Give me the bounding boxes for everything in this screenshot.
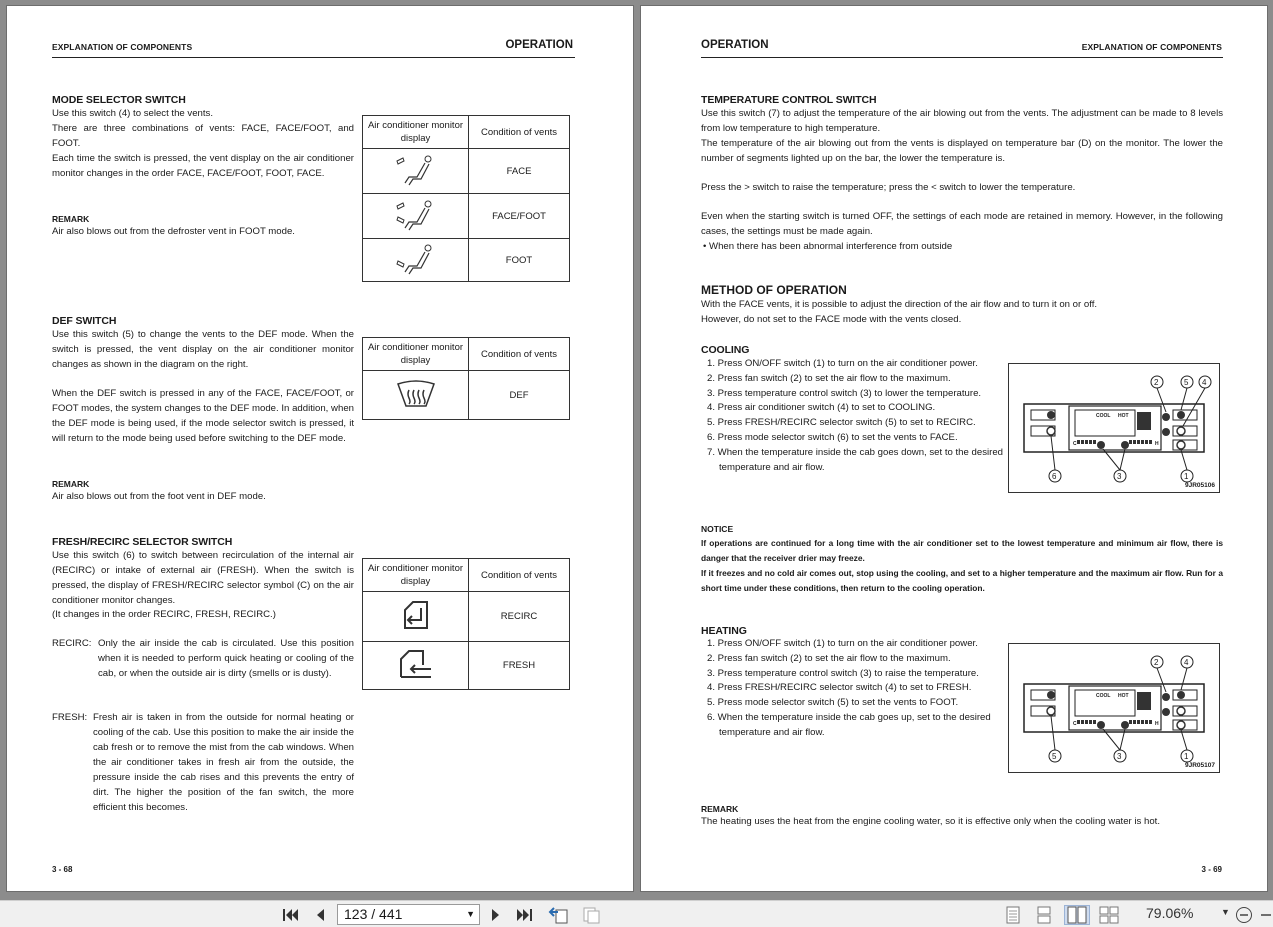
panel-h-label: H <box>1155 441 1159 447</box>
zoom-out-icon[interactable] <box>1234 905 1254 925</box>
callout-number: 3 <box>1117 472 1122 481</box>
single-page-icon[interactable] <box>1003 905 1023 925</box>
vent-label-face: FACE <box>469 149 570 194</box>
panel-c-label: C <box>1073 721 1077 727</box>
temperature-p1: Use this switch (7) to adjust the temperature of the air blowing out from the vents. The adjustment can be made to 8 levels from low temperature to high temperature. <box>701 108 1223 134</box>
heating-panel-diagram <box>1008 643 1220 773</box>
recirc-term: RECIRC: <box>52 638 92 649</box>
zoom-level[interactable]: 79.06% <box>1146 905 1194 921</box>
cooling-step: 2. Press fan switch (2) to set the air flow to the maximum. <box>707 372 951 384</box>
table-cell-icon <box>363 239 469 282</box>
recirc-definition: Only the air inside the cab is circulated. Use this position when it is needed to perform quick heating or cooling of the cab, or when the outside air is dirty (smells or is dusty). <box>98 638 354 679</box>
table-cell-icon <box>363 194 469 239</box>
ac-panel-illustration <box>1009 644 1221 774</box>
table-head-condition: Condition of vents <box>469 559 570 592</box>
method-title: METHOD OF OPERATION <box>701 283 847 297</box>
zoom-in-icon[interactable] <box>1258 905 1272 925</box>
ac-panel-illustration <box>1009 364 1221 494</box>
vent-label-face-foot: FACE/FOOT <box>469 194 570 239</box>
def-remark-text: Air also blows out from the foot vent in DEF mode. <box>52 491 266 502</box>
recirc-icon <box>399 598 433 632</box>
callout-number: 4 <box>1184 658 1189 667</box>
page-number-input[interactable] <box>337 904 480 925</box>
callout-number: 4 <box>1202 378 1207 387</box>
fresh-term: FRESH: <box>52 712 88 723</box>
heating-title: HEATING <box>701 625 747 637</box>
cooling-steps <box>701 357 1003 475</box>
panel-hot-label: HOT <box>1118 413 1129 419</box>
seat-face-icon <box>391 153 441 187</box>
vent-label-def: DEF <box>469 371 570 420</box>
seat-foot-icon <box>391 242 441 276</box>
def-remark-label: REMARK <box>52 479 90 489</box>
heating-steps <box>701 637 1003 741</box>
prev-page-icon[interactable] <box>310 905 330 925</box>
def-switch-p1: Use this switch (5) to change the vents to the DEF mode. When the switch is pressed, the vent display on the air conditioner monitor changes as shown in the diagram on the right. <box>52 329 354 370</box>
callout-number: 5 <box>1052 752 1057 761</box>
mode-remark-text: Air also blows out from the defroster vent in FOOT mode. <box>52 226 295 237</box>
table-head-display: Air conditioner monitor display <box>363 116 469 149</box>
panel-cool-label: COOL <box>1096 693 1111 699</box>
page-left <box>6 5 634 892</box>
vent-label-fresh: FRESH <box>469 642 570 690</box>
def-switch-title: DEF SWITCH <box>52 315 117 327</box>
mode-line-1: Use this switch (4) to select the vents. <box>52 108 214 119</box>
callout-number: 5 <box>1184 378 1189 387</box>
next-page-icon[interactable] <box>486 905 506 925</box>
heating-step: 6. When the temperature inside the cab goes up, set to the desired temperature and air flow. <box>707 711 991 738</box>
fresh-recirc-title: FRESH/RECIRC SELECTOR SWITCH <box>52 536 233 548</box>
go-forward-view-icon[interactable] <box>580 905 604 925</box>
header-right-text: EXPLANATION OF COMPONENTS <box>1081 42 1222 52</box>
cooling-step: 1. Press ON/OFF switch (1) to turn on the air conditioner power. <box>707 358 978 369</box>
mode-line-2: There are three combinations of vents: FACE, FACE/FOOT, and FOOT. <box>52 123 354 149</box>
table-cell-icon <box>363 149 469 194</box>
cooling-step: 4. Press air conditioner switch (4) to set to COOLING. <box>707 402 936 414</box>
temperature-p3: Press the > switch to raise the temperature; press the < switch to lower the temperature. <box>701 182 1076 193</box>
temperature-bullet: • When there has been abnormal interference from outside <box>703 241 953 252</box>
method-p2: However, do not set to the FACE mode with the vents closed. <box>701 314 962 325</box>
def-vent-table <box>362 337 570 420</box>
heating-remark-label: REMARK <box>701 804 739 814</box>
mode-remark-label: REMARK <box>52 214 90 224</box>
def-switch-p2: When the DEF switch is pressed in any of the FACE, FACE/FOOT, or FOOT modes, the system changes to the DEF mode. In addition, when the DEF mode is being used, if the mode selector switch is pressed, it will return to the mode being used before switching to the DEF mode. <box>52 388 354 444</box>
page-number-left: 3 - 68 <box>52 865 73 874</box>
vent-label-recirc: RECIRC <box>469 592 570 642</box>
temperature-title: TEMPERATURE CONTROL SWITCH <box>701 94 877 106</box>
vent-label-foot: FOOT <box>469 239 570 282</box>
heating-remark-text: The heating uses the heat from the engine cooling water, so it is effective only when the cooling water is hot. <box>701 816 1160 827</box>
header-right-text: OPERATION <box>505 39 573 51</box>
table-head-condition: Condition of vents <box>469 116 570 149</box>
defroster-icon <box>394 378 438 410</box>
callout-number: 2 <box>1154 658 1159 667</box>
callout-number: 1 <box>1184 752 1189 761</box>
panel-h-label: H <box>1155 721 1159 727</box>
last-page-icon[interactable] <box>514 905 536 925</box>
panel-cool-label: COOL <box>1096 413 1111 419</box>
continuous-page-icon[interactable] <box>1034 905 1054 925</box>
two-page-icon[interactable] <box>1064 905 1090 925</box>
mode-vent-table <box>362 115 570 282</box>
cooling-step: 6. Press mode selector switch (6) to set the vents to FACE. <box>707 431 958 443</box>
page-dropdown-icon[interactable]: ▼ <box>466 909 475 919</box>
header-left-text: OPERATION <box>701 39 769 51</box>
temperature-p4: Even when the starting switch is turned OFF, the settings of each mode are retained in memory. However, in the following cases, the settings must be made again. <box>701 211 1223 237</box>
callout-number: 3 <box>1117 752 1122 761</box>
table-cell-icon <box>363 642 469 690</box>
panel-c-label: C <box>1073 441 1077 447</box>
first-page-icon[interactable] <box>280 905 300 925</box>
cooling-panel-diagram <box>1008 363 1220 493</box>
table-cell-icon <box>363 371 469 420</box>
fresh-recirc-p2: (It changes in the order RECIRC, FRESH, RECIRC.) <box>52 609 276 620</box>
table-head-display: Air conditioner monitor display <box>363 338 469 371</box>
heating-step: 3. Press temperature control switch (3) to raise the temperature. <box>707 667 979 679</box>
zoom-dropdown-icon[interactable]: ▼ <box>1221 907 1230 917</box>
callout-number: 1 <box>1184 472 1189 481</box>
heating-step: 2. Press fan switch (2) to set the air flow to the maximum. <box>707 652 951 664</box>
cooling-title: COOLING <box>701 344 750 356</box>
heating-step: 4. Press FRESH/RECIRC selector switch (4) to set to FRESH. <box>707 682 972 694</box>
fresh-recirc-table <box>362 558 570 690</box>
callout-number: 2 <box>1154 378 1159 387</box>
page-display: 123 / 441 <box>344 906 403 922</box>
cooling-step: 7. When the temperature inside the cab goes down, set to the desired temperature and air flow. <box>707 446 1003 473</box>
header-rule <box>52 57 575 58</box>
method-p1: With the FACE vents, it is possible to adjust the direction of the air flow and to turn it on or off. <box>701 299 1098 310</box>
go-back-view-icon[interactable] <box>547 905 571 925</box>
header-left-text: EXPLANATION OF COMPONENTS <box>52 42 193 52</box>
mode-line-3: Each time the switch is pressed, the vent display on the air conditioner monitor changes in the order FACE, FACE/FOOT, FOOT, FACE. <box>52 153 354 179</box>
page-number-right: 3 - 69 <box>1201 865 1222 874</box>
bullet-text: When there has been abnormal interference from outside <box>709 241 953 252</box>
panel-hot-label: HOT <box>1118 693 1129 699</box>
table-head-condition: Condition of vents <box>469 338 570 371</box>
diagram-code: 9JR05107 <box>1185 762 1215 769</box>
mode-selector-body <box>52 106 354 181</box>
cooling-step: 5. Press FRESH/RECIRC selector switch (5) to set to RECIRC. <box>707 417 976 429</box>
header-rule <box>701 57 1223 58</box>
seat-face-foot-icon <box>391 198 441 232</box>
diagram-code: 9JR05106 <box>1185 482 1215 489</box>
pdf-toolbar <box>0 900 1273 927</box>
heating-step: 5. Press mode selector switch (5) to set the vents to FOOT. <box>707 697 959 709</box>
notice-label: NOTICE <box>701 524 734 534</box>
temperature-p2: The temperature of the air blowing out from the vents is displayed on temperature bar (D) on the monitor. The lower the number of segments lighted up on the bar, the lower the temperature is. <box>701 138 1223 164</box>
fresh-icon <box>397 647 435 681</box>
cooling-step: 3. Press temperature control switch (3) to lower the temperature. <box>707 387 982 399</box>
notice-p1: If operations are continued for a long time with the air conditioner set to the lowest temperature and minimum air flow, there is danger that the receiver drier may freeze. <box>701 538 1223 563</box>
fresh-recirc-p1: Use this switch (6) to switch between recirculation of the internal air (RECIRC) or intake of external air (FRESH). When the switch is pressed, the display of FRESH/RECIRC selector symbol (C) on the air conditioner monitor changes. <box>52 550 354 606</box>
notice-p2: If it freezes and no cold air comes out, stop using the cooling, and set to a higher temperature and the maximum air flow. Run for a short time under these conditions, then return to the cooling operation. <box>701 568 1223 593</box>
callout-number: 6 <box>1052 472 1057 481</box>
page-right <box>640 5 1268 892</box>
heating-step: 1. Press ON/OFF switch (1) to turn on the air conditioner power. <box>707 638 978 649</box>
two-page-continuous-icon[interactable] <box>1098 905 1120 925</box>
table-head-display: Air conditioner monitor display <box>363 559 469 592</box>
fresh-definition: Fresh air is taken in from the outside for normal heating or cooling of the cab. Use this position to make the air inside the cab fresh or to remove the mist from the cab windows. When the air conditioner takes in fresh air from the outside, the pressure inside the cab rises and this prevents the entry of dirt. The higher the position of the fan switch, the more efficient this becomes. <box>93 712 354 813</box>
table-cell-icon <box>363 592 469 642</box>
mode-selector-title: MODE SELECTOR SWITCH <box>52 94 186 106</box>
